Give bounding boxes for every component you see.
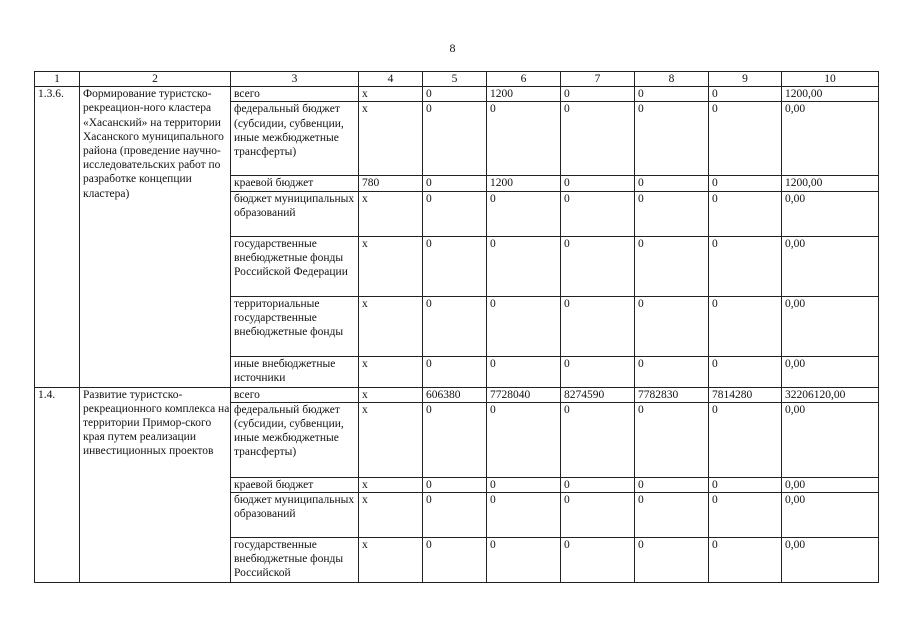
column-header: 8 — [635, 72, 709, 87]
value-cell: 0 — [709, 356, 782, 387]
value-cell: 0,00 — [782, 236, 879, 296]
column-header: 1 — [35, 72, 80, 87]
value-cell: х — [359, 493, 423, 538]
value-cell: 0 — [635, 356, 709, 387]
value-cell: 0 — [635, 236, 709, 296]
column-header: 2 — [80, 72, 231, 87]
value-cell: 0 — [423, 477, 487, 492]
table-row — [35, 87, 879, 102]
value-cell: 0 — [709, 296, 782, 356]
funding-source: краевой бюджет — [231, 477, 359, 492]
column-header: 10 — [782, 72, 879, 87]
funding-source: иные внебюджетные источники — [231, 356, 359, 387]
value-cell: 0 — [423, 538, 487, 583]
funding-source: всего — [231, 387, 359, 402]
value-cell: 1200,00 — [782, 176, 879, 191]
item-code: 1.3.6. — [35, 87, 80, 387]
value-cell: 0 — [635, 176, 709, 191]
value-cell: х — [359, 296, 423, 356]
value-cell: 0 — [561, 236, 635, 296]
funding-source: федеральный бюджет (субсидии, субвенции, иные межбюджетные трансферты) — [231, 402, 359, 477]
value-cell: 0,00 — [782, 538, 879, 583]
value-cell: х — [359, 477, 423, 492]
funding-source: государственные внебюджетные фонды Российской Федерации — [231, 236, 359, 296]
column-header: 4 — [359, 72, 423, 87]
value-cell: 0 — [423, 236, 487, 296]
value-cell: 0 — [487, 493, 561, 538]
value-cell: 0 — [423, 102, 487, 176]
value-cell: 0 — [487, 102, 561, 176]
column-header: 7 — [561, 72, 635, 87]
value-cell: 0,00 — [782, 477, 879, 492]
value-cell: 7728040 — [487, 387, 561, 402]
table-header-row — [35, 72, 879, 87]
value-cell: 0 — [487, 356, 561, 387]
value-cell: 1200,00 — [782, 87, 879, 102]
value-cell: 0 — [635, 191, 709, 236]
value-cell: 0,00 — [782, 191, 879, 236]
value-cell: 0 — [487, 538, 561, 583]
column-header: 5 — [423, 72, 487, 87]
value-cell: х — [359, 538, 423, 583]
value-cell: 7782830 — [635, 387, 709, 402]
value-cell: х — [359, 87, 423, 102]
column-header: 9 — [709, 72, 782, 87]
item-title: Формирование туристско-рекреацион-ного кластера «Хасанский» на территории Хасанского муниципального района (проведение научно-исследовательских работ по разработке концепции кластера) — [80, 87, 231, 387]
value-cell: 0 — [561, 87, 635, 102]
value-cell: 7814280 — [709, 387, 782, 402]
value-cell: 0 — [561, 296, 635, 356]
column-header: 3 — [231, 72, 359, 87]
value-cell: 0 — [561, 402, 635, 477]
value-cell: 0 — [561, 356, 635, 387]
value-cell: 0 — [561, 102, 635, 176]
value-cell: 0 — [709, 538, 782, 583]
funding-source: федеральный бюджет (субсидии, субвенции, иные межбюджетные трансферты) — [231, 102, 359, 176]
value-cell: 0 — [561, 538, 635, 583]
value-cell: 0 — [561, 176, 635, 191]
value-cell: 0 — [561, 191, 635, 236]
value-cell: 0,00 — [782, 356, 879, 387]
funding-source: государственные внебюджетные фонды Российской — [231, 538, 359, 583]
value-cell: 0 — [423, 296, 487, 356]
funding-source: всего — [231, 87, 359, 102]
value-cell: 0 — [635, 102, 709, 176]
value-cell: 1200 — [487, 176, 561, 191]
value-cell: 0 — [561, 493, 635, 538]
value-cell: 0 — [423, 191, 487, 236]
column-header: 6 — [487, 72, 561, 87]
value-cell: 1200 — [487, 87, 561, 102]
value-cell: 8274590 — [561, 387, 635, 402]
value-cell: х — [359, 236, 423, 296]
value-cell: 0,00 — [782, 296, 879, 356]
value-cell: 0 — [423, 493, 487, 538]
value-cell: 0 — [709, 236, 782, 296]
item-title: Развитие туристско-рекреационного комплекса на территории Примор-ского края путем реализации инвестиционных проектов — [80, 387, 231, 582]
value-cell: 0 — [635, 477, 709, 492]
value-cell: 0 — [487, 236, 561, 296]
value-cell: 780 — [359, 176, 423, 191]
table-body — [35, 87, 879, 583]
item-code: 1.4. — [35, 387, 80, 582]
value-cell: 0 — [423, 402, 487, 477]
value-cell: 0 — [487, 477, 561, 492]
funding-source: бюджет муниципальных образований — [231, 493, 359, 538]
value-cell: 0 — [635, 87, 709, 102]
value-cell: 0,00 — [782, 102, 879, 176]
value-cell: 0 — [709, 191, 782, 236]
funding-source: бюджет муниципальных образований — [231, 191, 359, 236]
value-cell: 0 — [635, 493, 709, 538]
value-cell: х — [359, 387, 423, 402]
page-number: 8 — [449, 41, 456, 55]
funding-source: краевой бюджет — [231, 176, 359, 191]
value-cell: 0 — [709, 493, 782, 538]
value-cell: 0 — [709, 176, 782, 191]
value-cell: х — [359, 356, 423, 387]
value-cell: х — [359, 191, 423, 236]
value-cell: 0,00 — [782, 402, 879, 477]
value-cell: 0 — [561, 477, 635, 492]
value-cell: 0 — [423, 176, 487, 191]
value-cell: 0 — [423, 87, 487, 102]
value-cell: х — [359, 402, 423, 477]
value-cell: 0,00 — [782, 493, 879, 538]
table-row — [35, 387, 879, 402]
value-cell: 32206120,00 — [782, 387, 879, 402]
value-cell: 606380 — [423, 387, 487, 402]
value-cell: 0 — [709, 102, 782, 176]
funding-source: территориальные государственные внебюджетные фонды — [231, 296, 359, 356]
value-cell: 0 — [709, 402, 782, 477]
value-cell: 0 — [709, 87, 782, 102]
value-cell: 0 — [487, 402, 561, 477]
value-cell: 0 — [709, 477, 782, 492]
value-cell: 0 — [635, 296, 709, 356]
value-cell: 0 — [423, 356, 487, 387]
value-cell: 0 — [487, 191, 561, 236]
budget-table — [34, 71, 879, 583]
value-cell: 0 — [635, 402, 709, 477]
value-cell: 0 — [487, 296, 561, 356]
value-cell: 0 — [635, 538, 709, 583]
value-cell: х — [359, 102, 423, 176]
